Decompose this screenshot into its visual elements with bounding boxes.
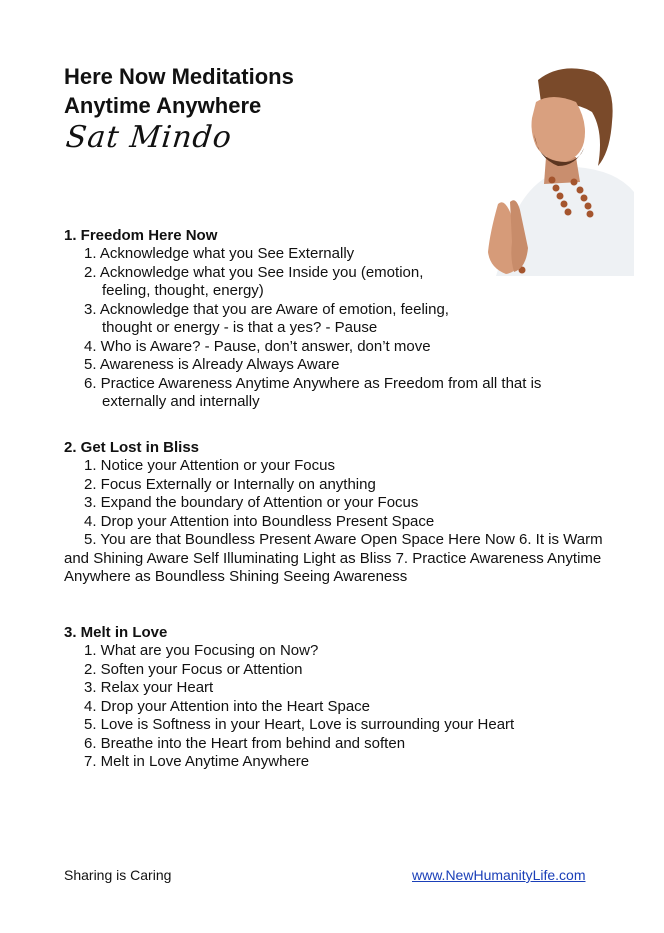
list-item: 1. Acknowledge what you See Externally: [84, 245, 355, 262]
list-item: 6. Practice Awareness Anytime Anywhere as Freedom from all that is externally and internally: [84, 374, 542, 410]
list-item: 3. Acknowledge that you are Aware of emotion, feeling, thought or energy - is that a yes? - Pause: [84, 300, 449, 336]
list-item: 3. Relax your Heart: [84, 679, 214, 696]
list-item: 4. Drop your Attention into Boundless Present Space: [84, 512, 435, 530]
section-list-melt-in-love: [84, 642, 584, 772]
author-photo-illustration: [476, 62, 634, 276]
document-title: [64, 62, 294, 120]
list-item: 3. Expand the boundary of Attention or your Focus: [84, 494, 419, 511]
author-photo: [476, 62, 634, 276]
list-item: 4. Drop your Attention into the Heart Space: [84, 697, 371, 715]
author-signature: Sat Mindo: [64, 120, 234, 155]
section-list-get-lost-in-bliss: [84, 457, 624, 531]
list-item: 1. What are you Focusing on Now?: [84, 642, 319, 659]
section-title-get-lost-in-bliss: 2. Get Lost in Bliss: [64, 439, 200, 456]
list-item: 5. Love is Softness in your Heart, Love is surrounding your Heart: [84, 716, 515, 733]
list-item: 2. Soften your Focus or Attention: [84, 660, 303, 678]
list-item: 2. Focus Externally or Internally on anything: [84, 475, 376, 493]
section-title-melt-in-love: 3. Melt in Love: [64, 624, 168, 641]
footer-tagline: Sharing is Caring: [64, 867, 172, 883]
website-link[interactable]: www.NewHumanityLife.com: [412, 867, 586, 883]
list-item-text: 5. You are that Boundless Present Aware Open Space Here Now 6. It is Warm and Shining Aware Self Illuminating Light as Bliss 7. Practice Awareness Anytime Anywhere as Boundless Shining Seeing Awareness: [64, 531, 603, 585]
list-item: 4. Who is Aware? - Pause, don’t answer, don’t move: [84, 337, 431, 355]
list-item: 6. Breathe into the Heart from behind and soften: [84, 734, 406, 752]
list-item: 2. Acknowledge what you See Inside you (emotion, feeling, thought, energy): [84, 263, 424, 299]
list-item: 5. Awareness is Already Always Aware: [84, 356, 340, 373]
section-list-freedom-here-now: [84, 245, 564, 412]
title-line-1: Here Now Meditations: [64, 64, 294, 89]
list-item: [64, 531, 624, 587]
list-item: 1. Notice your Attention or your Focus: [84, 457, 335, 474]
section-title-freedom-here-now: 1. Freedom Here Now: [64, 227, 218, 244]
list-item: 7. Melt in Love Anytime Anywhere: [84, 753, 310, 770]
title-line-2: Anytime Anywhere: [64, 93, 262, 118]
